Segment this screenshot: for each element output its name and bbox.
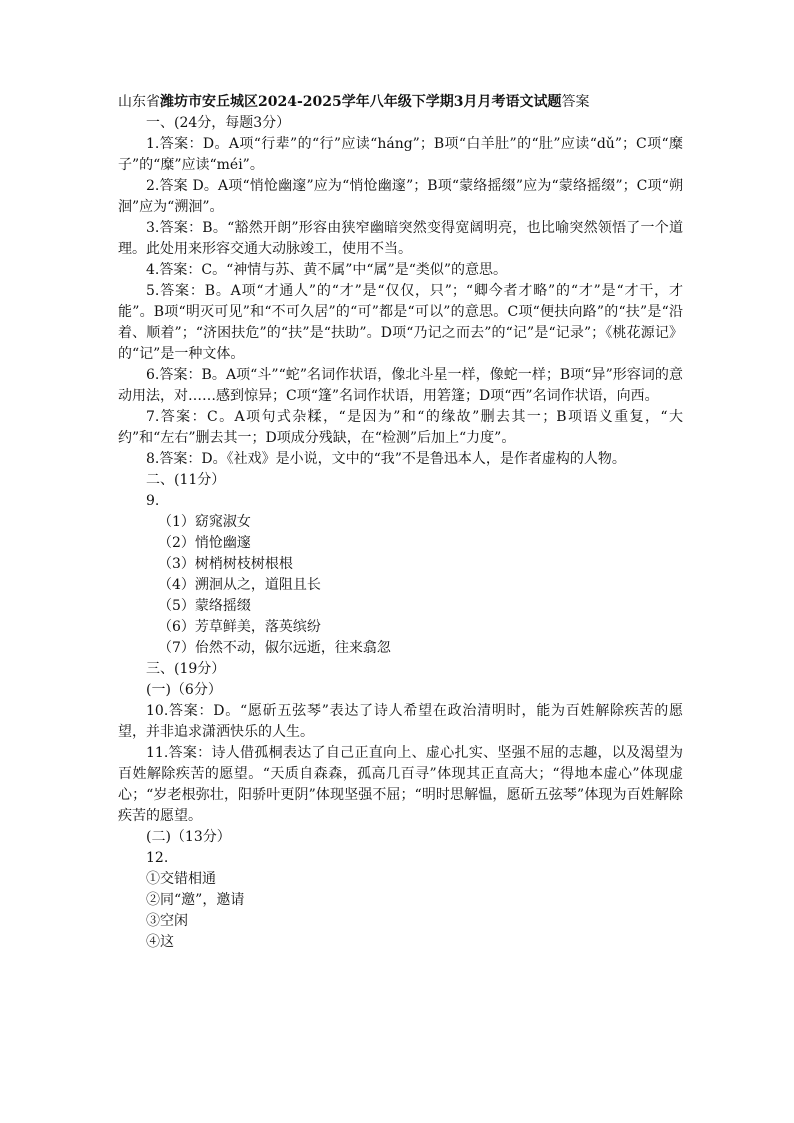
part1-heading: (一)（6分） (146, 682, 222, 698)
answer-7: 7.答案：C。A项句式杂糅，“是因为”和“的缘故”删去其一；B项语义重复，“大约”和“左右”删去其一；D项成分残缺，在“检测”后加上“力度”。 (118, 409, 683, 446)
document-body (118, 92, 683, 953)
q9-item-2: （2）悄怆幽邃 (158, 535, 251, 551)
title-suffix: 答案 (561, 94, 590, 110)
answer-4: 4.答案：C。“神情与苏、黄不属”中“属”是“类似”的意思。 (146, 262, 508, 278)
q12-item-4: ④这 (146, 934, 174, 950)
answer-8: 8.答案：D。《社戏》是小说，文中的“我”不是鲁迅本人，是作者虚构的人物。 (146, 451, 626, 467)
title-main: 潍坊市安丘城区2024-2025学年八年级下学期3月月考语文试题 (160, 94, 562, 110)
answer-2: 2.答案 D。A项“悄怆幽邃”应为“悄怆幽邃”；B项“蒙络摇缀”应为“蒙络摇缀”；C项“朔洄”应为“溯洄”。 (118, 178, 683, 215)
q9-item-1: （1）窈窕淑女 (158, 514, 251, 530)
q9-item-5: （5）蒙络摇缀 (158, 598, 251, 614)
document-title (118, 92, 683, 113)
answer-11: 11.答案：诗人借孤桐表达了自己正直向上、虚心扎实、坚强不屈的志趣，以及渴望为百姓解除疾苦的愿望。“天质自森森，孤高几百寻”体现其正直高大；“得地本虚心”体现虚心；“岁老根弥壮，阳骄叶更阴”体现坚强不屈；“明时思解愠，愿斫五弦琴”体现为百姓解除疾苦的愿望。 (118, 745, 683, 824)
q9-item-7: （7）佁然不动，俶尔远逝，往来翕忽 (158, 640, 391, 656)
answer-10: 10.答案：D。“愿斫五弦琴”表达了诗人希望在政治清明时，能为百姓解除疾苦的愿望，并非追求潇洒快乐的人生。 (118, 703, 683, 740)
answer-1: 1.答案：D。A项“行辈”的“行”应读“háng”；B项“白羊肚”的“肚”应读“dǔ”；C项“糜子”的“糜”应读“méi”。 (118, 136, 683, 173)
section1-heading: 一、(24分，每题3分） (146, 115, 291, 131)
answer-3: 3.答案：B。“豁然开朗”形容由狭窄幽暗突然变得宽阔明亮，也比喻突然领悟了一个道理。此处用来形容交通大动脉竣工，使用不当。 (118, 220, 683, 257)
q12-item-3: ③空闲 (146, 913, 188, 929)
answer-5: 5.答案：B。A项“才通人”的“才”是“仅仅，只”；“卿今者才略”的“才”是“才干，才能”。B项“明灭可见”和“不可久居”的“可”都是“可以”的意思。C项“便扶向路”的“扶”是“沿着、顺着”；“济困扶危”的“扶”是“扶助”。D项“乃记之而去”的“记”是“记录”；《桃花源记》的“记”是一种文体。 (118, 283, 683, 362)
q9-item-3: （3）树梢树枝树根根 (158, 556, 293, 572)
section3-heading: 三、(19分） (146, 661, 226, 677)
q9-item-4: （4）溯洄从之，道阻且长 (158, 577, 321, 593)
section2-heading: 二、(11分） (146, 472, 226, 488)
title-prefix: 山东省 (118, 94, 160, 110)
q12-item-2: ②同“邀”，邀请 (146, 892, 245, 908)
q9-item-6: （6）芳草鲜美，落英缤纷 (158, 619, 321, 635)
question-9-label: 9. (146, 493, 160, 509)
answer-6: 6.答案：B。A项“斗”“蛇”名词作状语，像北斗星一样，像蛇一样；B项“异”形容词的意动用法，对……感到惊异；C项“篷”名词作状语，用箬篷；D项“西”名词作状语，向西。 (118, 367, 683, 404)
part2-heading: (二)（13分） (146, 829, 231, 845)
q12-item-1: ①交错相通 (146, 871, 216, 887)
question-12-label: 12. (146, 850, 169, 866)
